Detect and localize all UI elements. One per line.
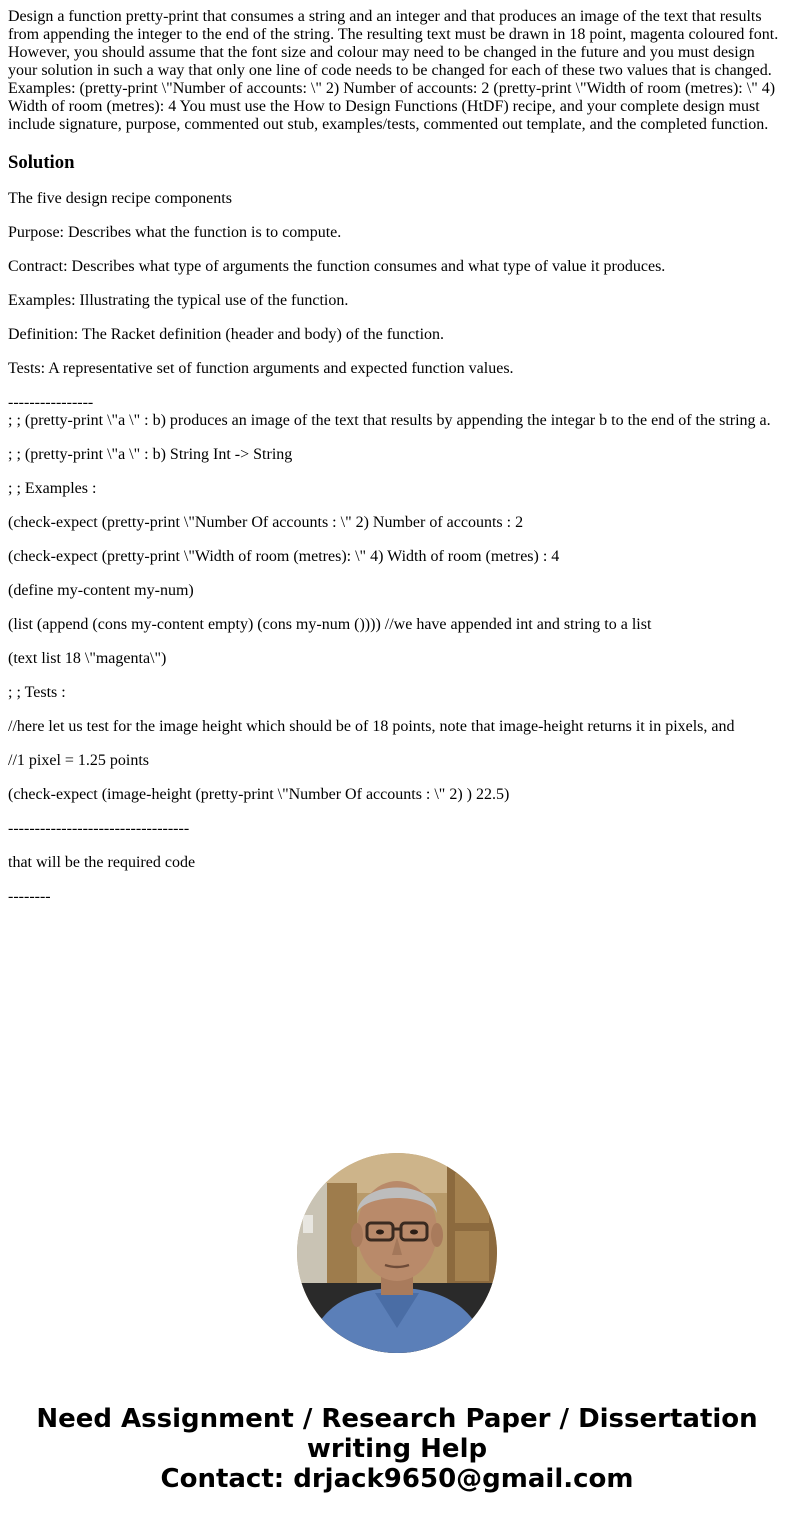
document-content: [8, 8, 786, 906]
code-line-test: (check-expect (image-height (pretty-print \"Number Of accounts : \" 2) ) 22.5): [8, 786, 510, 803]
code-line-examples-header: ; ; Examples :: [8, 480, 97, 497]
code-line-signature: ; ; (pretty-print \"a \" : b) String Int -> String: [8, 446, 293, 463]
closing-text: that will be the required code: [8, 854, 196, 871]
recipe-contract: Contract: Describes what type of arguments the function consumes and what type of value it produces.: [8, 258, 666, 275]
code-line-define: (define my-content my-num): [8, 582, 194, 599]
recipe-examples: Examples: Illustrating the typical use of the function.: [8, 292, 349, 309]
recipe-definition: Definition: The Racket definition (header and body) of the function.: [8, 326, 445, 343]
recipe-intro: The five design recipe components: [8, 190, 232, 207]
code-line-example-1: (check-expect (pretty-print \"Number Of accounts : \" 2) Number of accounts : 2: [8, 514, 524, 531]
code-line-list: (list (append (cons my-content empty) (cons my-num ()))) //we have appended int and string to a list: [8, 616, 652, 633]
divider: ----------------: [8, 394, 94, 411]
question-text: Design a function pretty-print that consumes a string and an integer and that produces an image of the text that results from appending the integer to the end of the string. The resulting text must be drawn in 18 point, magenta coloured font. However, you should assume that the font size and colour may need to be changed in the future and you must design your solution in such a way that only one line of code needs to be changed for each of these two values that is changed. Examples: (pretty-print \"Number of accounts: \" 2) Number of accounts: 2 (pretty-print \"Width of room (metres): \" 4) Width of room (metres): 4 You must use the How to Design Functions (HtDF) recipe, and your complete design must include signature, purpose, commented out stub, examples/tests, commented out template, and the completed function.: [8, 8, 779, 133]
code-line-tests-header: ; ; Tests :: [8, 684, 66, 701]
avatar: [297, 1153, 497, 1353]
divider: ----------------------------------: [8, 820, 190, 837]
code-line-purpose: ; ; (pretty-print \"a \" : b) produces an image of the text that results by appending the integar b to the end of the string a.: [8, 412, 771, 429]
promo-line: Need Assignment / Research Paper / Dissertation: [36, 1404, 758, 1434]
promo-line: writing Help: [306, 1434, 488, 1464]
promo-contact: Contact: drjack9650@gmail.com: [160, 1464, 634, 1494]
code-line-comment-2: //1 pixel = 1.25 points: [8, 752, 150, 769]
code-line-text: (text list 18 \"magenta\"): [8, 650, 167, 667]
solution-heading: Solution: [8, 152, 75, 173]
promo-banner: [0, 1404, 794, 1494]
divider: --------: [8, 888, 51, 905]
recipe-tests: Tests: A representative set of function arguments and expected function values.: [8, 360, 514, 377]
code-line-example-2: (check-expect (pretty-print \"Width of room (metres): \" 4) Width of room (metres) : 4: [8, 548, 560, 565]
recipe-purpose: Purpose: Describes what the function is to compute.: [8, 224, 342, 241]
code-line-comment-1: //here let us test for the image height which should be of 18 points, note that image-height returns it in pixels, and: [8, 718, 735, 735]
